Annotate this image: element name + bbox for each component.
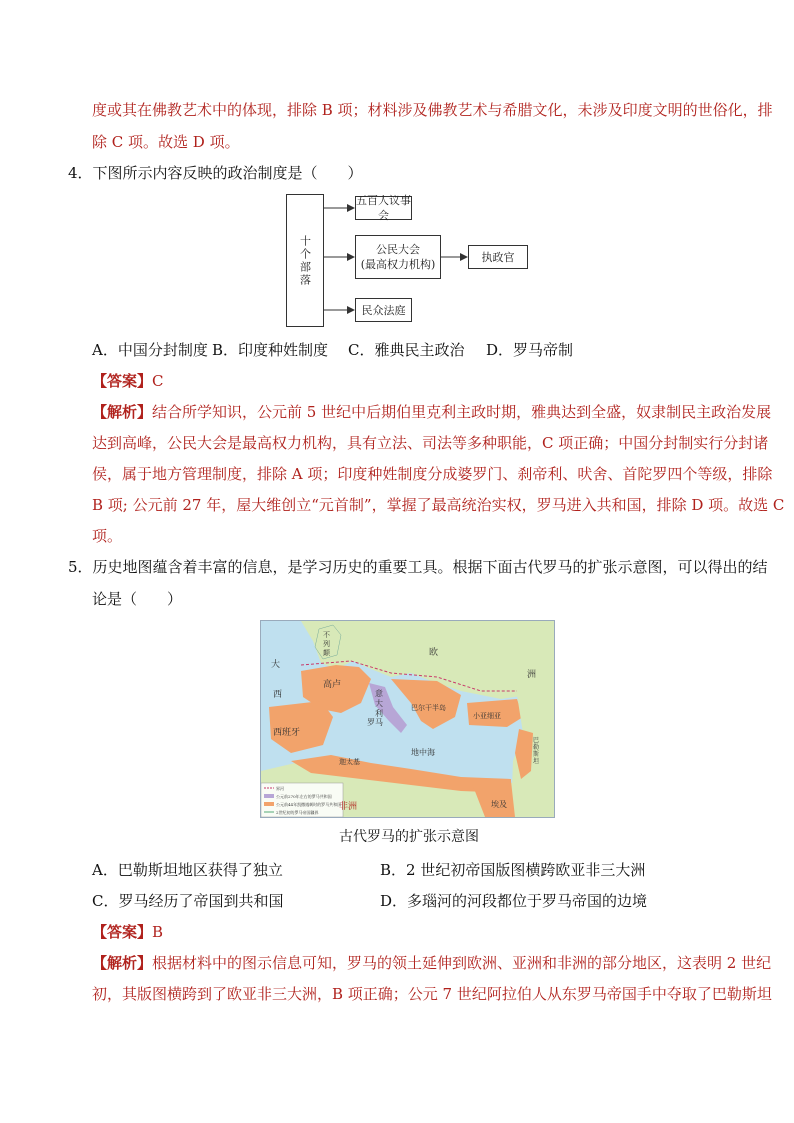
- q4-answer: [92, 371, 164, 391]
- diagram-label-council-500: 五百人议事会: [356, 194, 411, 222]
- q4-analysis-line-4: B 项; 公元前 27 年，屋大维创立“元首制”，掌握了最高统治实权，罗马进入共和国，排除 D 项。故选 C: [92, 496, 785, 514]
- diagram-label-archon: 执政官: [481, 250, 515, 264]
- q5-analysis-line-2: 初，其版图横跨到了欧亚非三大洲，B 项正确；公元 7 世纪阿拉伯人从东罗马帝国手中夺取了巴勒斯坦: [92, 985, 772, 1003]
- prev-analysis-line-2: 除 C 项。故选 D 项。: [92, 133, 240, 151]
- diagram-arrows: [286, 194, 546, 328]
- q5-option-d: D．多瑙河的河段都位于罗马帝国的边境: [380, 892, 648, 910]
- q5-stem-line-1: 5．历史地图蕴含着丰富的信息，是学习历史的重要工具。根据下面古代罗马的扩张示意图，可以得出的结: [68, 558, 768, 576]
- prev-analysis-line-1: 度或其在佛教艺术中的体现，排除 B 项；材料涉及佛教艺术与希腊文化，未涉及印度文明的世俗化，排: [92, 101, 773, 119]
- q4-analysis-tag: 【解析】: [92, 403, 153, 421]
- q4-answer-value: C: [152, 372, 164, 390]
- map-label-ocean: 大: [271, 660, 281, 670]
- map-label-italy: 意大利: [375, 689, 383, 718]
- map-label-africa: 非洲: [339, 802, 358, 812]
- map-label-britain: 不列颠: [323, 631, 330, 657]
- map-label-rome: 罗马: [367, 718, 383, 727]
- legend-item-4: 2世纪初的罗马帝国疆界: [276, 810, 319, 815]
- q4-option-b: B．印度种姓制度: [212, 341, 329, 359]
- map-label-balkan: 巴尔干半岛: [411, 704, 446, 712]
- map-label-carthage: 迦太基: [339, 758, 360, 766]
- q5-map-caption: 古代罗马的扩张示意图: [339, 829, 479, 845]
- diagram-label-ten-tribes: 十个部落: [298, 234, 312, 287]
- q4-analysis-line-1: 【解析】结合所学知识，公元前 5 世纪中后期伯里克利主政时期，雅典达到全盛，奴隶制民主政治发展: [92, 403, 772, 421]
- q5-option-c: C．罗马经历了帝国到共和国: [92, 892, 284, 910]
- q5-analysis-line-1: 【解析】根据材料中的图示信息可知，罗马的领土延伸到欧洲、亚洲和非洲的部分地区，这表明 2 世纪: [92, 954, 772, 972]
- q5-option-b: B．2 世纪初帝国版图横跨欧亚非三大洲: [380, 861, 646, 879]
- q5-answer-value: B: [152, 923, 164, 941]
- legend-item-1: 界河: [276, 786, 284, 791]
- diagram-label-assembly-note: (最高权力机构): [360, 258, 436, 271]
- map-label-ocean-2: 西: [273, 690, 283, 700]
- map-label-europe: 欧: [429, 648, 439, 658]
- q4-option-d: D．罗马帝制: [486, 341, 574, 359]
- q4-analysis-line-3: 侯，属于地方管理制度，排除 A 项；印度种姓制度分成婆罗门、刹帝利、吠舍、首陀罗四个等级，排除: [92, 465, 773, 483]
- q4-diagram: [286, 194, 546, 328]
- legend-item-3: 公元前44年凯撒遇刺时的罗马共和国: [276, 802, 342, 807]
- q4-option-c: C．雅典民主政治: [348, 341, 465, 359]
- map-label-asia-minor: 小亚细亚: [473, 712, 501, 720]
- legend-item-2: 公元前270年左右的罗马共和国: [276, 794, 332, 799]
- q4-stem: 4．下图所示内容反映的政治制度是（ ）: [68, 164, 363, 182]
- q4-answer-tag: 【答案】: [92, 372, 153, 390]
- q5-stem-line-2: 论是（ ）: [92, 590, 183, 608]
- q5-option-a: A．巴勒斯坦地区获得了独立: [92, 861, 283, 879]
- map-label-palestine: 巴勒斯坦: [533, 737, 540, 765]
- diagram-label-assembly: 公民大会: [376, 243, 420, 256]
- q4-analysis-line-2: 达到高峰，公民大会是最高权力机构，具有立法、司法等多种职能，C 项正确；中国分封制实行分封诸: [92, 434, 769, 452]
- diagram-label-court: 民众法庭: [361, 303, 406, 317]
- map-label-egypt: 埃及: [491, 800, 507, 809]
- map-label-asia: 洲: [527, 670, 537, 680]
- q5-answer-tag: 【答案】: [92, 923, 153, 941]
- q4-option-a: A．中国分封制度: [92, 341, 208, 359]
- map-legend-text: [276, 785, 341, 817]
- map-label-gaul: 高卢: [323, 680, 342, 690]
- map-label-spain: 西班牙: [273, 728, 301, 738]
- q4-analysis-line-5: 项。: [92, 527, 123, 545]
- map-label-sea: 地中海: [411, 748, 435, 757]
- q5-map: [260, 620, 555, 818]
- q5-analysis-tag: 【解析】: [92, 954, 153, 972]
- q5-answer: [92, 922, 163, 942]
